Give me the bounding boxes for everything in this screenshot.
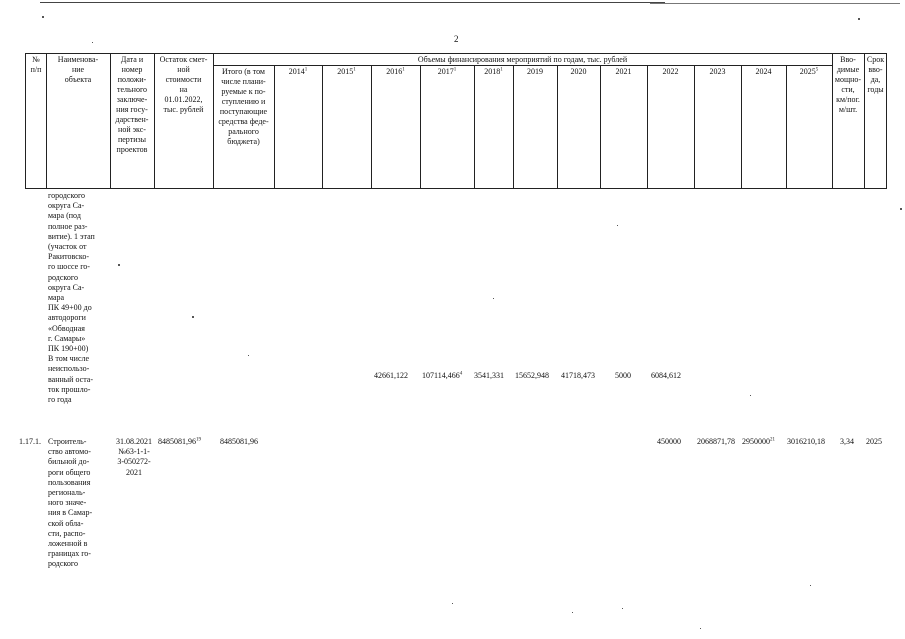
scan-speck [900,208,902,210]
header-year: 2016$^1$ [386,67,405,76]
column-divider [474,65,475,188]
column-divider [322,65,323,188]
value-2024: 2950000$^{21}$ [742,437,775,446]
header-year: 2020 [570,67,587,76]
object-name-continued: городского округа Са- мара (под полное раз- витие). 1 этап (участок от Ракитовско- го шоссе го- родского округа Са- мара ПК 49+00 до автодороги «Обводная г. Самары» ПК 190+00) В том числе неиспользо- ванный оста- ток прошло- го года [48,191,95,405]
column-divider [557,65,558,188]
value-2025: 3016210,18 [787,437,825,446]
scan-speck [572,612,573,613]
header-year: 2019 [527,67,543,76]
value-2020: 41718,473 [561,371,595,380]
header-object-name: Наименова- ние объекта [57,55,99,84]
scan-speck [700,628,701,629]
scan-speck [622,608,623,609]
column-divider [694,65,695,188]
header-total: Итого (в том числе плани- руемые к по- ступлению и поступающие средства феде- рального бюджета) [218,67,269,146]
column-divider [274,65,275,188]
table-header [25,53,887,189]
value-2021: 5000 [615,371,631,380]
expertise-date-number: 31.08.2021 №63-1-1- 3-050272- 2021 [116,437,152,477]
scan-speck [118,264,120,266]
value-2018: 3541,331 [474,371,504,380]
column-divider [786,65,787,188]
value-2016: 42661,122 [374,371,408,380]
header-commission-term: Срок вво- да, годы [866,55,885,94]
header-year: 2017$^1$ [437,67,457,76]
row-number: 1.17.1. [19,437,41,446]
header-expertise-date: Дата и номер положи- тельного заключе- ния госу- дарствен- ной экс- пертизы проектов [115,55,149,154]
header-remainder: Остаток смет- ной стоимости на 01.01.2022, тыс. рублей [159,55,208,114]
scan-speck [617,225,618,226]
value-2023: 2068871,78 [697,437,735,446]
header-number: № п/п [30,55,42,74]
value-2017: 107114,466$^4$ [422,371,463,380]
scan-top-line [40,2,665,3]
column-divider [371,65,372,188]
value-2022: 6084,612 [651,371,681,380]
scan-speck [248,355,249,356]
column-divider [513,65,514,188]
header-year: 2015$^1$ [337,67,356,76]
header-year: 2018$^1$ [484,67,503,76]
column-divider [647,65,648,188]
header-year: 2023 [709,67,726,76]
page-number: 2 [454,34,459,44]
remainder-value: 8485081,96$^{19}$ [158,437,201,446]
header-year: 2014$^1$ [288,67,308,76]
column-divider [741,65,742,188]
object-name: Строитель- ство автомо- бильной до- роги общего пользования региональ- ного значе- ния в Самар- ской обла- сти, распо- ложенной в границах го- родского [48,437,93,569]
value-2019: 15652,948 [515,371,549,380]
header-financing-volumes: Объемы финансирования мероприятий по годам, тыс. рублей [417,55,628,64]
scan-top-line [650,3,900,4]
row-divider [213,65,832,66]
scan-speck [858,18,860,20]
value-2022: 450000 [657,437,681,446]
column-divider [420,65,421,188]
commission-term-value: 2025 [866,437,882,446]
scan-speck [192,316,194,318]
scan-speck [92,42,93,43]
scan-speck [452,603,453,604]
scan-speck [493,298,494,299]
header-year: 2024 [755,67,772,76]
scan-speck [750,395,751,396]
scan-speck [42,16,44,18]
capacity-value: 3,34 [840,437,854,446]
column-divider [600,65,601,188]
header-capacity: Вво- димые мощно- сти, км/пог. м/шт. [834,55,862,114]
scan-speck [810,585,811,586]
header-year: 2022 [662,67,679,76]
header-year: 2021 [615,67,632,76]
header-year: 2025$^5$ [799,67,819,76]
total-value: 8485081,96 [220,437,258,446]
